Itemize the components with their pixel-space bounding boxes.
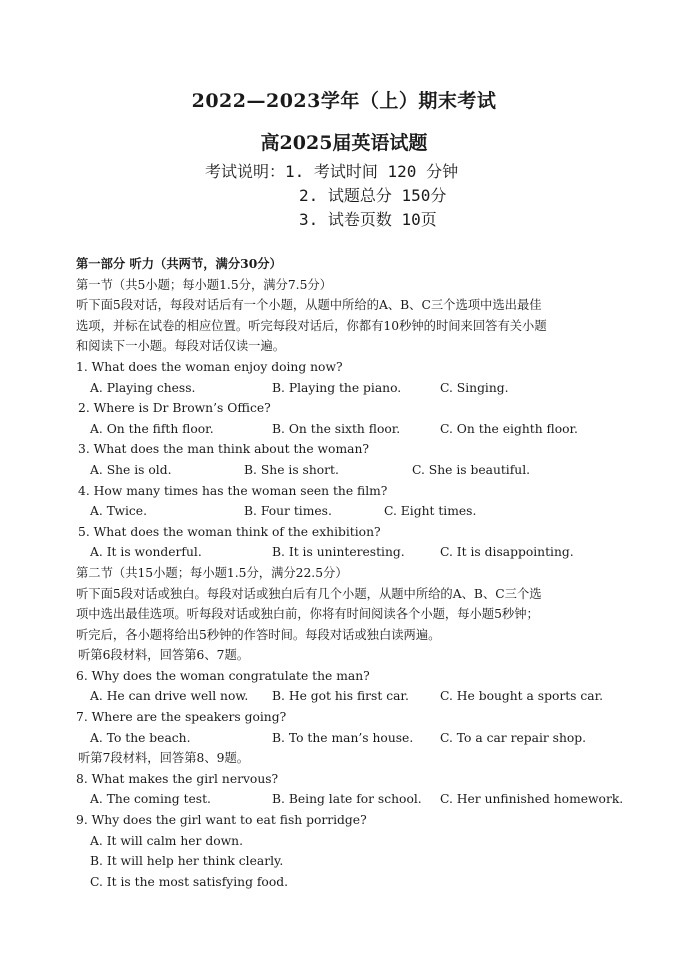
question-5: 5. What does the woman think of the exhibition? (78, 524, 381, 539)
option-a: A. It will calm her down. (90, 833, 243, 848)
option-a: A. On the fifth floor. (90, 421, 214, 436)
question-1: 1. What does the woman enjoy doing now? (76, 359, 343, 374)
exam-title: 2022—2023学年（上）期末考试 (191, 90, 497, 112)
option-b: B. He got his first car. (272, 689, 409, 704)
section1-heading: 第一节（共5小题；每小题1.5分，满分7.5分） (76, 277, 332, 292)
option-c: C. She is beautiful. (412, 462, 531, 477)
section2-instruction: 听下面5段对话或独白。每段对话或独白后有几个小题，从题中所给的A、B、C三个选 (76, 586, 542, 601)
question-2-options (76, 419, 621, 440)
option-c: C. He bought a sports car. (440, 689, 604, 704)
option-c: C. On the eighth floor. (440, 421, 578, 436)
question-8: 8. What makes the girl nervous? (76, 771, 279, 786)
section2-instruction: 听完后，各小题将给出5秒钟的作答时间。每段对话或独白读两遍。 (76, 627, 441, 642)
section1-instruction: 和阅读下一小题。每段对话仅读一遍。 (76, 339, 286, 354)
option-c: C. It is the most satisfying food. (90, 874, 289, 889)
exam-note-2: 2. 试题总分 150分 (299, 186, 447, 205)
option-a: A. Twice. (90, 504, 147, 519)
material-6-note: 听第6段材料，回答第6、7题。 (78, 648, 250, 663)
question-7: 7. Where are the speakers going? (76, 710, 287, 725)
section1-instruction: 听下面5段对话，每段对话后有一个小题，从题中所给的A、B、C三个选项中选出最佳 (76, 298, 542, 313)
question-9: 9. Why does the girl want to eat fish porridge? (76, 813, 367, 828)
question-4-options (76, 501, 621, 522)
question-8-options (76, 789, 624, 810)
question-7-options (76, 728, 621, 749)
question-4: 4. How many times has the woman seen the film? (78, 483, 388, 498)
option-c: C. Eight times. (384, 504, 477, 519)
option-b: B. It will help her think clearly. (90, 854, 284, 869)
option-a: A. To the beach. (90, 730, 191, 745)
option-a: A. The coming test. (90, 792, 211, 807)
exam-note-3: 3. 试卷页数 10页 (299, 210, 437, 229)
section2-instruction: 项中选出最佳选项。听每段对话或独白前，你将有时间阅读各个小题，每小题5秒钟； (76, 607, 539, 622)
exam-note-1: 考试说明：1. 考试时间 120 分钟 (205, 162, 459, 181)
option-b: B. Playing the piano. (272, 380, 402, 395)
option-c: C. Her unfinished homework. (440, 792, 624, 807)
question-5-options (76, 542, 621, 563)
exam-notes (205, 160, 458, 232)
question-6-options (76, 686, 621, 707)
question-6: 6. Why does the woman congratulate the man? (76, 668, 370, 683)
option-b: B. Being late for school. (272, 792, 422, 807)
section1-instruction: 选项，并标在试卷的相应位置。听完每段对话后，你都有10秒钟的时间来回答有关小题 (76, 318, 547, 333)
option-a: A. He can drive well now. (90, 689, 249, 704)
material-7-note: 听第7段材料，回答第8、9题。 (78, 751, 250, 766)
option-b: B. On the sixth floor. (272, 421, 401, 436)
section2-heading: 第二节（共15小题；每小题1.5分，满分22.5分） (76, 565, 348, 580)
option-a: A. She is old. (90, 462, 172, 477)
option-a: A. Playing chess. (90, 380, 196, 395)
question-3: 3. What does the man think about the woman? (78, 442, 369, 457)
option-b: B. Four times. (244, 504, 332, 519)
exam-content (76, 254, 624, 892)
part1-heading: 第一部分 听力（共两节，满分30分） (76, 256, 282, 271)
option-b: B. It is uninteresting. (272, 545, 405, 560)
question-1-options (76, 378, 621, 399)
option-b: B. She is short. (244, 462, 339, 477)
question-2: 2. Where is Dr Brown’s Office? (78, 401, 271, 416)
option-b: B. To the man’s house. (272, 730, 414, 745)
option-a: A. It is wonderful. (90, 545, 202, 560)
option-c: C. It is disappointing. (440, 545, 574, 560)
exam-subtitle: 高2025届英语试题 (260, 132, 428, 154)
option-c: C. Singing. (440, 380, 509, 395)
option-c: C. To a car repair shop. (440, 730, 587, 745)
question-3-options (76, 460, 621, 481)
